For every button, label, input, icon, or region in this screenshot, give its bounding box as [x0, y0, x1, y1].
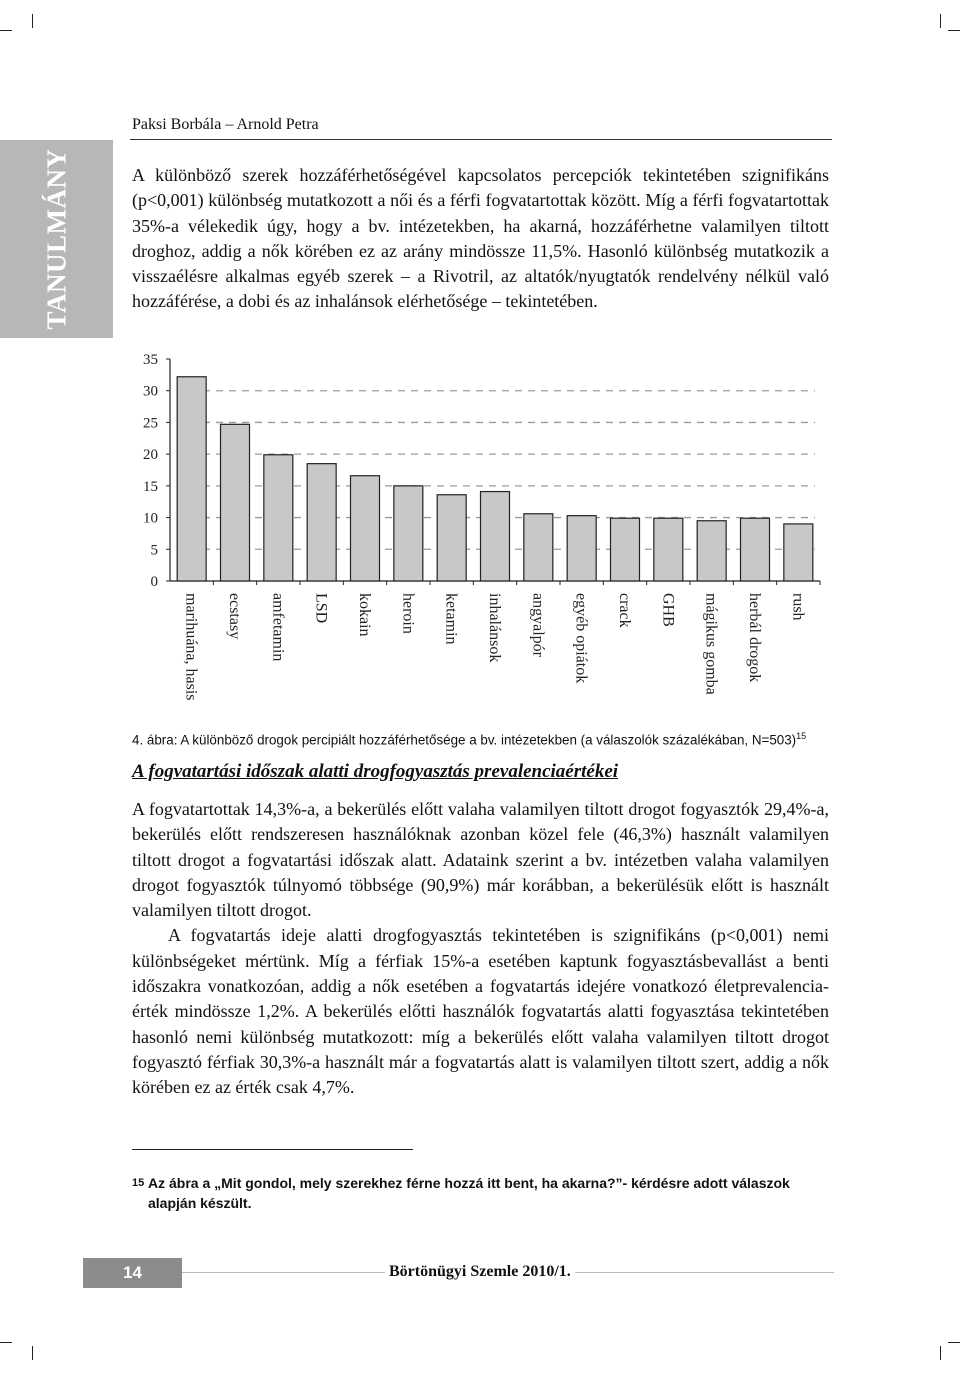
y-tick-label: 30 [143, 383, 158, 400]
x-category-label: marihuána, hasis [182, 593, 200, 701]
footnote [132, 1173, 829, 1213]
y-tick-label: 0 [150, 574, 158, 590]
chart-bar [394, 486, 423, 581]
chart-bar [611, 518, 640, 581]
chart-bar [177, 377, 206, 581]
body-paragraph-2: A fogvatartás ideje alatti drogfogyasztás tekintetében is szignifikáns (p<0,001) nemi különbségeket mértünk. Míg a férfiak 15%-a esetében kaptunk fogyasztásbevallást a benti időszakra vonatkozóan, addig a nők esetében a fogvatartás idejére vonatkozó életprevalencia-érték mindössze 1,2%. A bekerülés előtti használók fogvatartás alatti fogyasztása tekintetében hasonló nemi különbség mutatkozott: míg a bekerülés előtt valaha valamilyen tiltott drogot fogyasztó férfiak 30,3%-a használt már a fogvatartás alatt is valamilyen tiltott szert, addig a nők körében ez az érték csak 4,7%. [132, 925, 829, 1098]
x-category-label: egyéb opiátok [572, 593, 590, 684]
body-paragraph-1: A fogvatartottak 14,3%-a, a bekerülés előtt valaha valamilyen tiltott drogot fogyasztók 29,4%-a, bekerülés előtt rendszeresen használóknak azonban közel fele (46,3%) használt valamilyen tiltott drogot a fogvatartási időszak alatt. Adataink szerint a bv. intézetben valaha valamilyen drogot fogyasztók túlnyomó többsége (90,9%) már korábban, a bekerülésük előtt is használt valamilyen tiltott drogot. [132, 799, 829, 921]
x-category-label: ecstasy [226, 593, 243, 640]
x-category-label: ketamin [442, 593, 460, 645]
y-tick-label: 10 [143, 510, 158, 527]
crop-mark [32, 14, 33, 28]
y-tick-label: 5 [150, 542, 158, 559]
chart-bar [567, 516, 596, 581]
x-category-label: crack [616, 593, 633, 628]
chart-bar [524, 514, 553, 581]
figure-caption [132, 731, 806, 747]
bar-chart [120, 340, 830, 725]
x-category-label: herbál drogok [746, 593, 763, 683]
header-rule [130, 139, 832, 140]
crop-mark [948, 30, 960, 31]
chart-bar [481, 492, 510, 581]
chart-bar [264, 455, 293, 581]
x-category-label: mágikus gomba [702, 593, 720, 695]
crop-mark [0, 1342, 12, 1343]
x-category-label: GHB [659, 593, 677, 627]
page-number: 14 [83, 1258, 182, 1288]
footnote-text: Az ábra a „Mit gondol, mely szerekhez férne hozzá itt bent, ha akarna?”- kérdésre adott válaszok alapján készült. [148, 1175, 790, 1211]
y-tick-label: 25 [143, 415, 158, 432]
intro-paragraph [132, 163, 829, 315]
y-tick-label: 35 [143, 352, 158, 368]
chart-bar [784, 524, 813, 581]
section-side-tab [0, 140, 113, 338]
x-category-label: LSD [312, 593, 330, 624]
crop-mark [948, 1342, 960, 1343]
chart-bar [654, 518, 683, 581]
chart-bar [221, 424, 250, 581]
y-tick-label: 15 [143, 478, 158, 495]
body-text [132, 797, 829, 1101]
chart-bar [741, 518, 770, 581]
chart-bar [351, 476, 380, 581]
crop-mark [32, 1346, 33, 1360]
journal-title: Börtönügyi Szemle 2010/1. [385, 1263, 575, 1281]
chart-bar [307, 464, 336, 581]
figure-caption-text: 4. ábra: A különböző drogok percipiált hozzáférhetősége a bv. intézetekben (a válaszolók százalékában, N=503) [132, 732, 797, 748]
chart-bar [437, 495, 466, 581]
running-header-author: Paksi Borbála – Arnold Petra [132, 116, 319, 133]
intro-text: A különböző szerek hozzáférhetőségével kapcsolatos percepciók tekintetében szignifikáns (p<0,001) különbség mutatkozott a női és a férfi fogvatartottak között. Míg a férfi fogvatartottak 35%-a vélekedik úgy, hogy a bv. intézetekben, ha akarná, hozzáférhetne valamilyen tiltott droghoz, addig a nők körében ez az arány mindössze 11,5%. Hasonló különbség mutatkozik a visszaélésre alkalmas egyéb szerek – a Rivotril, az altatók/nyugtatók rendelvény nélkül való hozzáférése, a dobi és az inhalánsok elérhetősége – tekintetében. [132, 165, 829, 312]
crop-mark [940, 14, 941, 28]
crop-mark [0, 30, 12, 31]
x-category-label: heroin [399, 593, 417, 634]
section-heading: A fogvatartási időszak alatti drogfogyasztás prevalenciaértékei [132, 761, 619, 782]
side-tab-label: TANULMÁNY [41, 148, 71, 330]
x-category-label: angyalpór [529, 593, 547, 657]
x-category-label: rush [789, 593, 807, 621]
x-category-label: amfetamin [269, 593, 287, 662]
footnote-number: 15 [132, 1177, 145, 1189]
x-category-label: inhalánsok [486, 593, 503, 663]
crop-mark [940, 1346, 941, 1360]
footnote-rule [132, 1149, 413, 1150]
chart-bar [697, 521, 726, 581]
y-tick-label: 20 [143, 447, 158, 464]
figure-caption-ref: 15 [796, 731, 807, 741]
x-category-label: kokain [356, 593, 373, 637]
